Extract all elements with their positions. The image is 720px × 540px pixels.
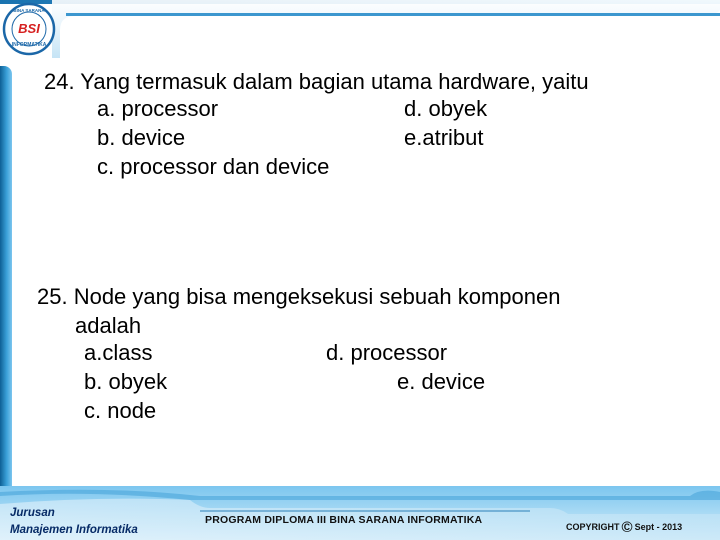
svg-text:BSI: BSI (18, 21, 40, 36)
svg-text:INFORMATIKA: INFORMATIKA (11, 42, 47, 48)
question-25-line1: 25. Node yang bisa mengeksekusi sebuah komponen (37, 284, 561, 309)
q25-option-b: b. obyek (84, 369, 168, 394)
copyright-label: COPYRIGHT (566, 522, 620, 532)
q24-option-c: c. processor dan device (97, 154, 330, 179)
footer-program: PROGRAM DIPLOMA III BINA SARANA INFORMATIKA (205, 514, 483, 526)
q25-option-d: d. processor (326, 340, 448, 365)
footer-department (10, 505, 180, 539)
footer-department-line2: Manajemen Informatika (10, 524, 138, 536)
header-banner (0, 0, 720, 64)
left-accent-bar (0, 66, 12, 486)
question-24: 24. Yang termasuk dalam bagian utama hardware, yaitu (44, 69, 589, 94)
question-25-line2: adalah (75, 313, 142, 338)
copyright-icon: © (621, 519, 633, 536)
q24-option-b: b. device (97, 125, 186, 150)
q25-option-e: e. device (397, 369, 486, 394)
copyright-date: Sept - 2013 (634, 522, 683, 532)
q24-option-a: a. processor (97, 96, 219, 121)
footer-copyright (566, 519, 682, 536)
footer-department-line1: Jurusan (10, 507, 55, 519)
bsi-logo (2, 2, 56, 56)
q24-option-d: d. obyek (404, 96, 488, 121)
svg-text:BINA SARANA: BINA SARANA (13, 8, 45, 13)
q25-option-c: c. node (84, 398, 157, 423)
q24-option-e: e.atribut (404, 125, 484, 150)
q25-option-a: a.class (84, 340, 153, 365)
